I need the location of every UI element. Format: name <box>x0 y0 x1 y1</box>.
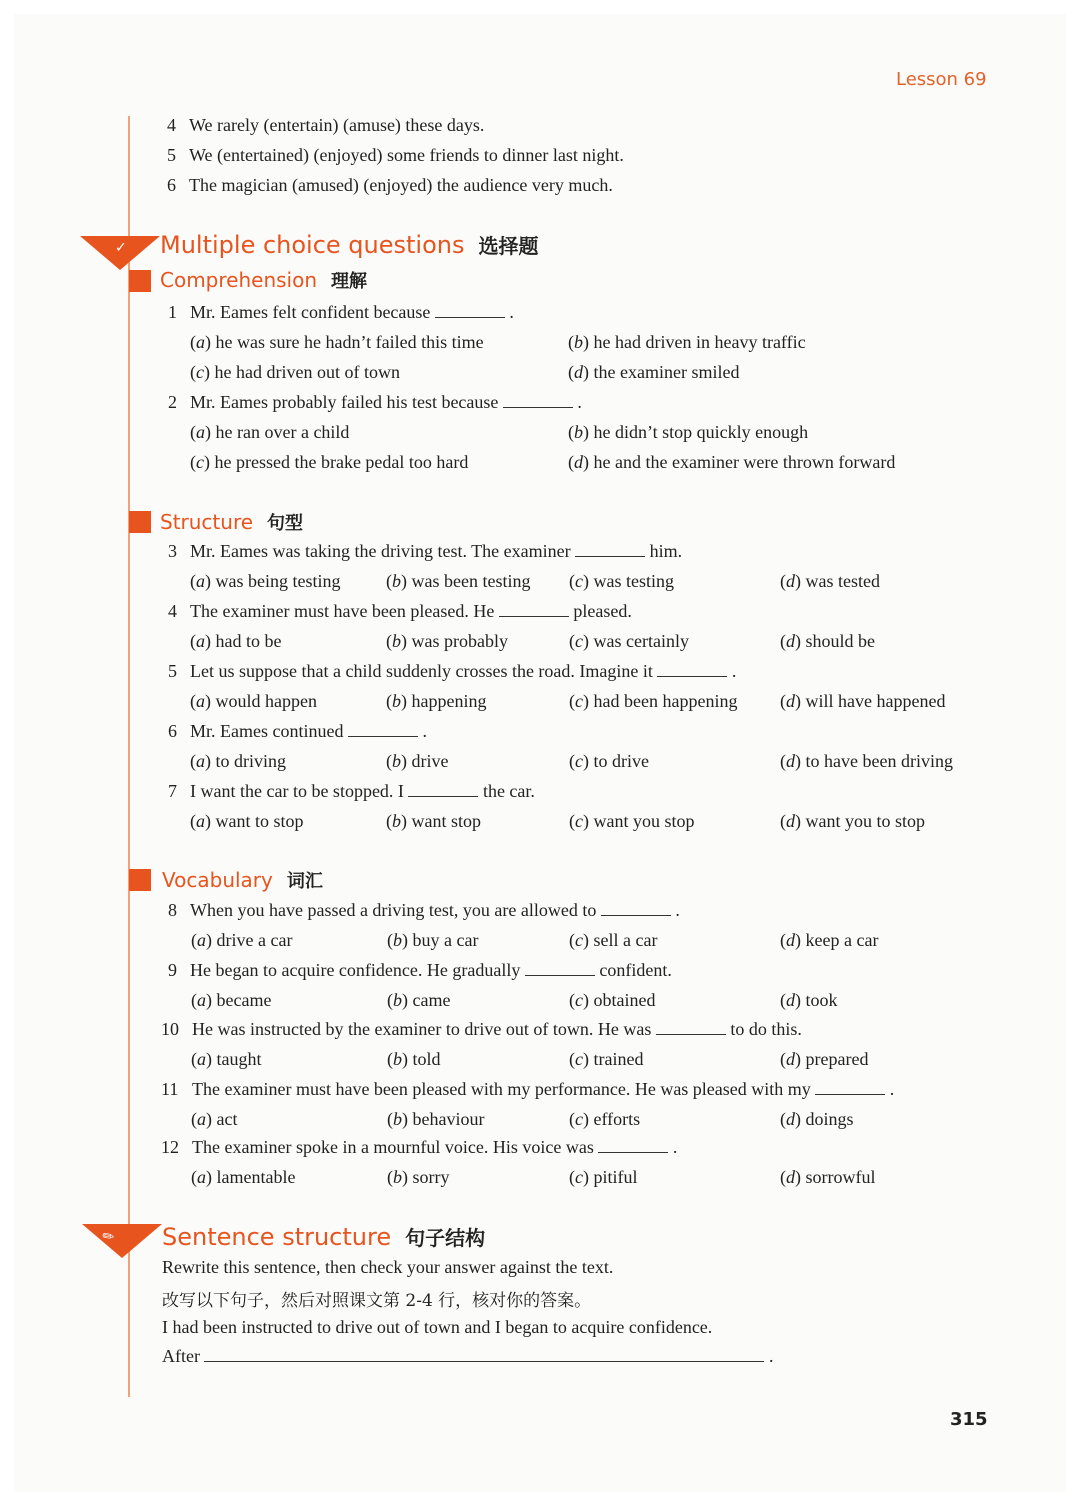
structure-heading: Structure 句型 <box>160 510 304 534</box>
option-b: (b) he didn’t stop quickly enough <box>568 422 809 442</box>
option-a: (a) was being testing <box>190 571 341 591</box>
comprehension-heading: Comprehension 理解 <box>160 268 368 292</box>
option-b: (b) behaviour <box>387 1109 485 1129</box>
check-icon: ✓ <box>115 240 127 256</box>
option-c: (c) he had driven out of town <box>190 362 400 382</box>
option-b: (b) was been testing <box>386 571 531 591</box>
option-d: (d) to have been driving <box>780 751 953 771</box>
option-a: (a) he ran over a child <box>190 422 350 442</box>
page-number: 315 <box>950 1409 988 1430</box>
option-c: (c) pitiful <box>569 1167 638 1187</box>
option-d: (d) the examiner smiled <box>568 362 740 382</box>
option-b: (b) was probably <box>386 631 508 651</box>
option-c: (c) he pressed the brake pedal too hard <box>190 452 469 472</box>
pen-icon: ✎ <box>99 1227 119 1247</box>
option-a: (a) taught <box>191 1049 262 1069</box>
option-c: (c) had been happening <box>569 691 738 711</box>
option-c: (c) obtained <box>569 990 656 1010</box>
option-b: (b) want stop <box>386 811 481 831</box>
answer-line: After . <box>162 1346 774 1366</box>
option-a: (a) act <box>191 1109 238 1129</box>
option-c: (c) was testing <box>569 571 674 591</box>
option-d: (d) he and the examiner were thrown forward <box>568 452 896 472</box>
question-stem: 5 Let us suppose that a child suddenly crosses the road. Imagine it . <box>168 661 737 681</box>
question-stem: 4 The examiner must have been pleased. He pleased. <box>168 601 632 621</box>
section-square-icon <box>129 869 151 891</box>
option-b: (b) sorry <box>387 1167 450 1187</box>
option-c: (c) sell a car <box>569 930 658 950</box>
source-sentence: I had been instructed to drive out of town and I began to acquire confidence. <box>162 1317 713 1337</box>
option-d: (d) doings <box>780 1109 854 1129</box>
option-b: (b) happening <box>386 691 487 711</box>
mcq-title: Multiple choice questions 选择题 <box>160 231 539 259</box>
question-stem: 3 Mr. Eames was taking the driving test. The examiner him. <box>168 541 683 561</box>
section-marker-icon <box>82 1224 162 1258</box>
option-a: (a) drive a car <box>191 930 293 950</box>
option-a: (a) he was sure he hadn’t failed this time <box>190 332 484 352</box>
option-a: (a) lamentable <box>191 1167 296 1187</box>
question-stem: 2 Mr. Eames probably failed his test because . <box>168 392 582 412</box>
option-a: (a) became <box>191 990 272 1010</box>
option-b: (b) drive <box>386 751 449 771</box>
option-d: (d) will have happened <box>780 691 946 711</box>
question-stem: 1 Mr. Eames felt confident because . <box>168 302 514 322</box>
question-stem: 12 The examiner spoke in a mournful voice. His voice was . <box>161 1137 678 1157</box>
instruction: Rewrite this sentence, then check your answer against the text. <box>162 1257 614 1277</box>
option-c: (c) to drive <box>569 751 649 771</box>
option-d: (d) should be <box>780 631 875 651</box>
option-a: (a) had to be <box>190 631 282 651</box>
list-item: 5 We (entertained) (enjoyed) some friends to dinner last night. <box>167 145 624 165</box>
option-a: (a) to driving <box>190 751 286 771</box>
option-b: (b) came <box>387 990 451 1010</box>
option-b: (b) he had driven in heavy traffic <box>568 332 806 352</box>
question-stem: 10 He was instructed by the examiner to drive out of town. He was to do this. <box>161 1019 802 1039</box>
question-stem: 6 Mr. Eames continued . <box>168 721 427 741</box>
vocabulary-heading: Vocabulary 词汇 <box>162 868 323 892</box>
question-stem: 11 The examiner must have been pleased with my performance. He was pleased with my . <box>161 1079 895 1099</box>
option-d: (d) was tested <box>780 571 880 591</box>
option-c: (c) was certainly <box>569 631 689 651</box>
option-a: (a) want to stop <box>190 811 304 831</box>
question-stem: 8 When you have passed a driving test, you are allowed to . <box>168 900 680 920</box>
option-d: (d) want you to stop <box>780 811 925 831</box>
option-b: (b) told <box>387 1049 441 1069</box>
lesson-label: Lesson 69 <box>896 69 987 90</box>
option-d: (d) took <box>780 990 838 1010</box>
section-square-icon <box>129 511 151 533</box>
option-c: (c) want you stop <box>569 811 695 831</box>
option-b: (b) buy a car <box>387 930 479 950</box>
sentence-structure-title: Sentence structure 句子结构 <box>162 1223 486 1251</box>
option-d: (d) prepared <box>780 1049 869 1069</box>
margin-rule <box>128 116 130 1397</box>
question-stem: 9 He began to acquire confidence. He gradually confident. <box>168 960 672 980</box>
section-square-icon <box>129 270 151 292</box>
instruction-zh: 改写以下句子，然后对照课文第 2-4 行，核对你的答案。 <box>162 1291 592 1311</box>
question-stem: 7 I want the car to be stopped. I the car. <box>168 781 535 801</box>
option-a: (a) would happen <box>190 691 317 711</box>
option-d: (d) sorrowful <box>780 1167 876 1187</box>
list-item: 6 The magician (amused) (enjoyed) the audience very much. <box>167 175 613 195</box>
option-d: (d) keep a car <box>780 930 879 950</box>
list-item: 4 We rarely (entertain) (amuse) these days. <box>167 115 485 135</box>
option-c: (c) trained <box>569 1049 644 1069</box>
answer-blank[interactable] <box>204 1347 764 1362</box>
option-c: (c) efforts <box>569 1109 641 1129</box>
